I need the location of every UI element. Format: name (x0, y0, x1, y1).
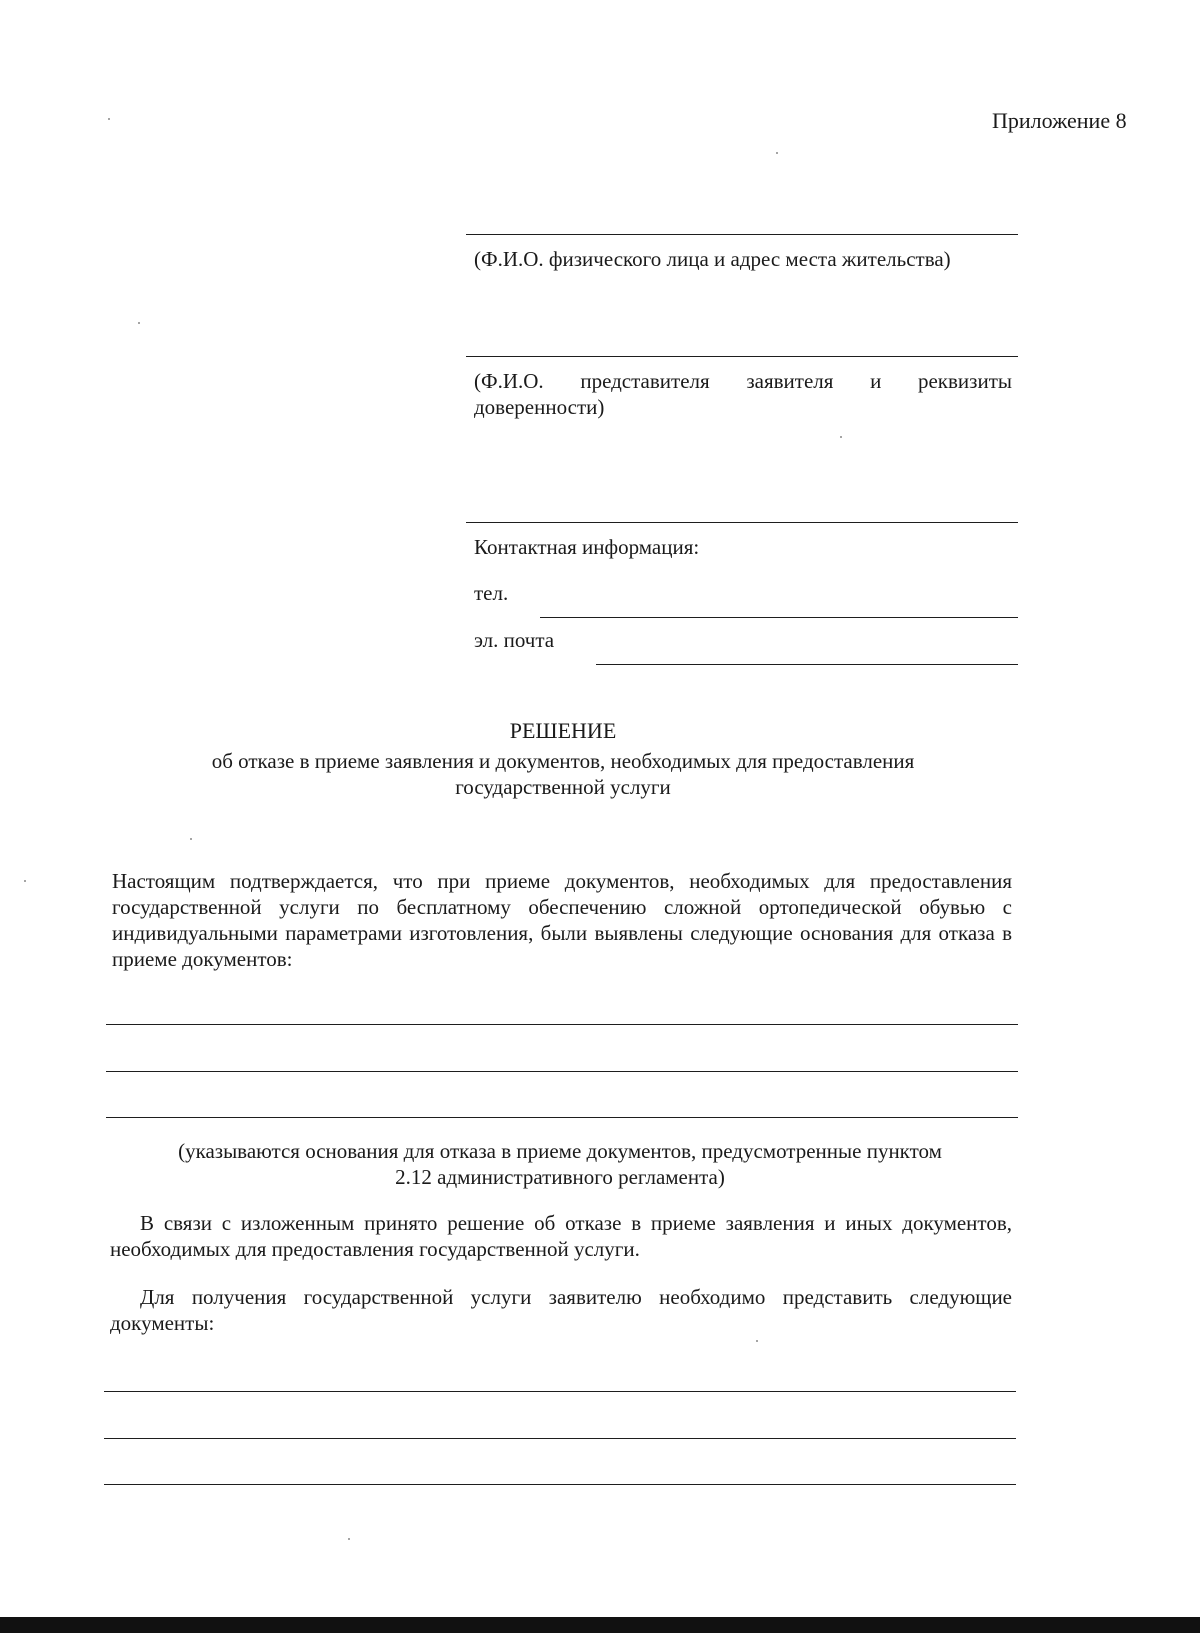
phone-line[interactable] (540, 617, 1018, 618)
scan-bottom-edge (0, 1617, 1200, 1633)
representative-line[interactable] (466, 356, 1018, 357)
applicant-name-line[interactable] (466, 234, 1018, 235)
decision-subheading-line2: государственной услуги (455, 775, 671, 799)
scan-speck (776, 152, 778, 154)
scan-speck (840, 436, 842, 438)
documents-line-2[interactable] (104, 1438, 1016, 1439)
appendix-label: Приложение 8 (992, 108, 1127, 133)
scan-speck (24, 880, 26, 882)
scan-speck (348, 1538, 350, 1540)
required-documents-paragraph: Для получения государственной услуги заявителю необходимо представить следующие документы: (110, 1285, 1012, 1335)
email-label: эл. почта (474, 628, 555, 652)
applicant-caption: (Ф.И.О. физического лица и адрес места жительства) (474, 247, 951, 271)
scan-speck (756, 1340, 758, 1342)
representative-caption: (Ф.И.О. представителя заявителя и реквизиты доверенности) (474, 369, 1012, 419)
grounds-line-3[interactable] (106, 1117, 1018, 1118)
decision-subheading-line1: об отказе в приеме заявления и документов, необходимых для предоставления (211, 749, 915, 773)
documents-line-3[interactable] (104, 1484, 1016, 1485)
contact-top-line[interactable] (466, 522, 1018, 523)
contact-label: Контактная информация: (474, 535, 700, 559)
grounds-line-2[interactable] (106, 1071, 1018, 1072)
grounds-note-line2: 2.12 административного регламента) (395, 1165, 725, 1189)
confirmation-paragraph: Настоящим подтверждается, что при приеме документов, необходимых для предоставления государственной услуги по бесплатному обеспечению сложной ортопедической обувью с индивидуальными параметрами изготовления, были выявлены следующие основания для отказа в приеме документов: (112, 869, 1012, 971)
grounds-line-1[interactable] (106, 1024, 1018, 1025)
phone-label: тел. (474, 581, 509, 605)
scan-speck (138, 322, 140, 324)
email-line[interactable] (596, 664, 1018, 665)
decision-heading: РЕШЕНИЕ (509, 718, 617, 743)
scan-speck (108, 118, 110, 120)
scan-speck (190, 838, 192, 840)
grounds-note-line1: (указываются основания для отказа в приеме документов, предусмотренные пунктом (178, 1139, 942, 1163)
decision-paragraph: В связи с изложенным принято решение об отказе в приеме заявления и иных документов, необходимых для предоставления государственной услуги. (110, 1211, 1012, 1261)
documents-line-1[interactable] (104, 1391, 1016, 1392)
